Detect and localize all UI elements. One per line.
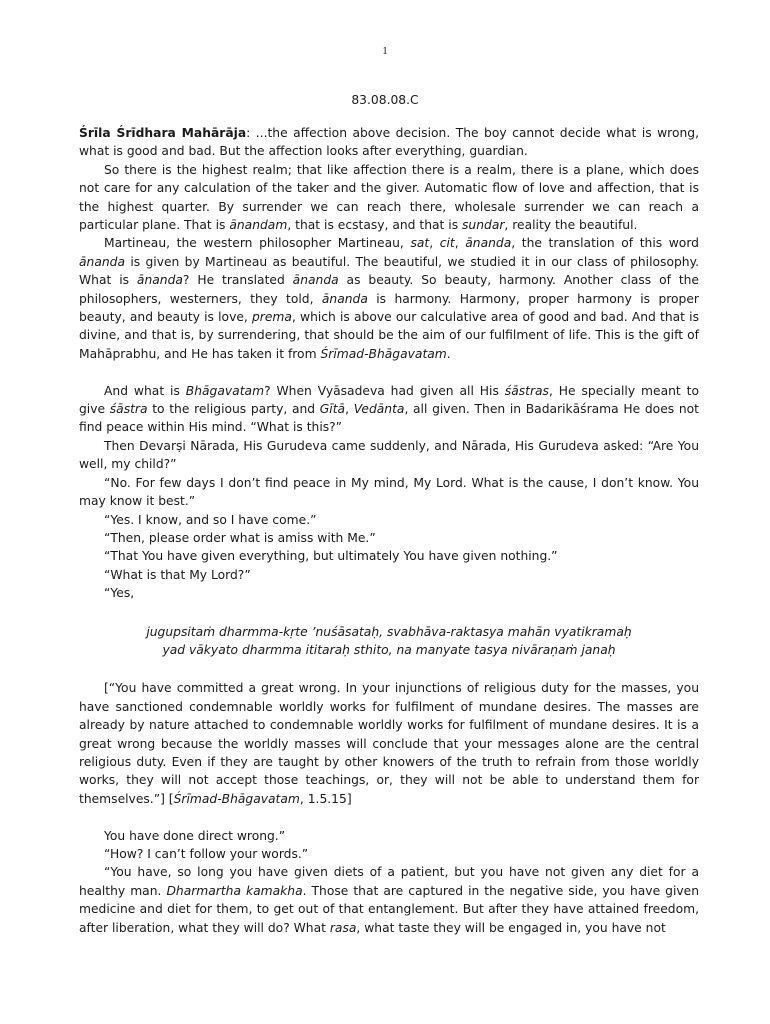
paragraph: “That You have given everything, but ultimately You have given nothing.” [104,549,558,564]
paragraph: You have done direct wrong.” [104,828,286,843]
verse-line: yad vākyato dharmma ititaraḥ sthito, na manyate tasya nivāraṇaṁ janaḥ [162,642,616,657]
paragraph: “You have, so long you have given diets of a patient, but you have not given any diet for a healthy man. Dharmartha kamakha. Those that are captured in the negative side, you have given medicine and diet for them, to get out of that entanglement. But after they have attained freedom, after liberation, what they will do? What rasa, what taste they will be engaged in, you have not [79,865,699,935]
paragraph: “No. For few days I don’t find peace in My mind, My Lord. What is the cause, I don’t know. You may know it best.” [79,475,699,509]
speaker-name: Śrīla Śrīdhara Mahārāja [79,126,247,140]
page-number: 1 [382,45,388,57]
paragraph: “Yes. I know, and so I have come.” [104,512,317,527]
paragraph: Then Devarṣi Nārada, His Gurudeva came suddenly, and Nārada, His Gurudeva asked: “Are You well, my child?” [79,438,699,472]
verse-gap [79,659,699,679]
paragraph: “What is that My Lord?” [104,567,251,582]
paragraph-gap [79,808,699,826]
document-code: 83.08.08.C [351,93,419,107]
paragraph: “Then, please order what is amiss with Me.” [104,530,376,545]
paragraph: “Yes, [104,586,135,601]
verse-line: jugupsitaṁ dharmma-kṛte ’nuśāsataḥ, svabhāva-raktasya mahān vyatikramaḥ [146,624,632,639]
paragraph: Śrīla Śrīdhara Mahārāja: ...the affection above decision. The boy cannot decide what is wrong, what is good and bad. But the affection looks after everything, guardian. [79,126,699,159]
paragraph-gap [79,363,699,381]
paragraph: And what is Bhāgavatam? When Vyāsadeva had given all His śāstras, He specially meant to give śāstra to the religious party, and Gītā, Vedānta, all given. Then in Badarikāśrama He does not find peace within His mind. “What is this?” [79,383,699,435]
paragraph: “How? I can’t follow your words.” [104,847,309,861]
paragraph: Martineau, the western philosopher Martineau, sat, cit, ānanda, the translation of this word ānanda is given by Martineau as beautiful. The beautiful, we studied it in our class of philosophy. What is ānanda? He translated ānanda as beauty. So beauty, harmony. Another class of the philosophers, westerners, they told, ānanda is harmony. Harmony, proper harmony is proper beauty, and beauty is love, prema, which is above our calculative area of good and bad. And that is divine, and that is, by surrendering, that should be the aim of our fulfilment of life. This is the gift of Mahāprabhu, and He has taken it from Śrīmad-Bhāgavatam. [79,236,699,361]
paragraph: [“You have committed a great wrong. In your injunctions of religious duty for the masses, you have sanctioned condemnable worldly works for fulfilment of mundane desires. The masses are already by nature attached to condemnable worldly works for fulfilment of mundane desires. It is a great wrong because the worldly masses will conclude that your messages alone are the central religious duty. Even if they are taught by other knowers of the truth to refrain from those worldly works, they will not accept those teachings, or, they will not be able to understand them for themselves.”] [Śrīmad-Bhāgavatam, 1.5.15] [79,681,699,806]
paragraph: So there is the highest realm; that like affection there is a realm, there is a plane, which does not care for any calculation of the taker and the giver. Automatic flow of love and affection, that is the highest quarter. By surrender we can reach there, wholesale surrender we can reach a particular plane. That is ānandam, that is ecstasy, and that is sundar, reality the beautiful. [79,162,699,233]
verse-gap [79,603,699,623]
document-body [79,124,699,937]
